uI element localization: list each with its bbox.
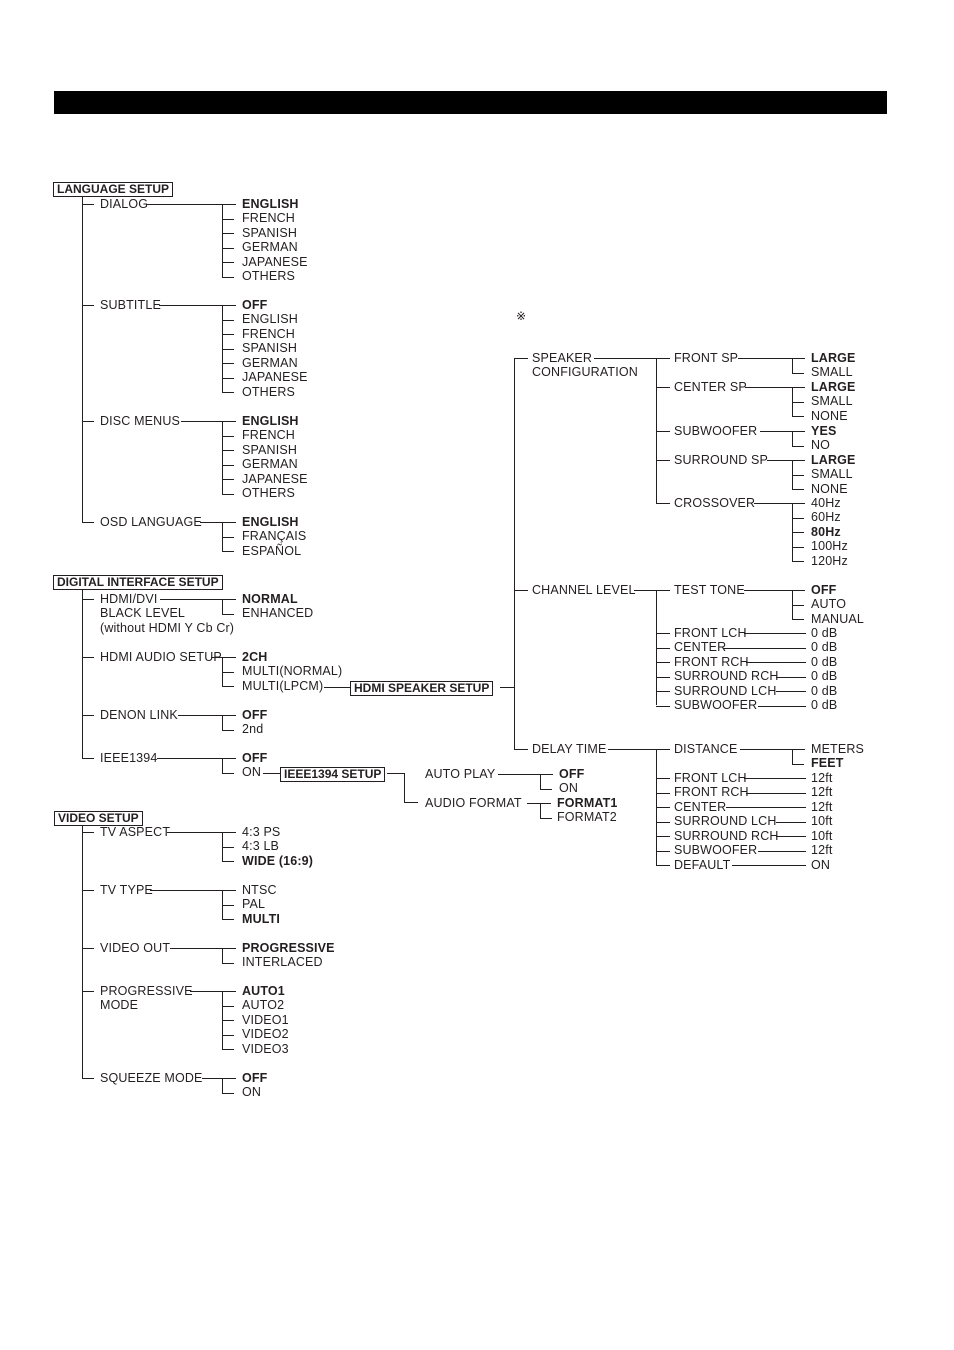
connector-line xyxy=(792,460,805,461)
connector-line xyxy=(656,865,670,866)
connector-line xyxy=(740,749,792,750)
language-dialog-option: JAPANESE xyxy=(242,254,308,269)
speaker-surround-sp-option: SMALL xyxy=(811,467,853,481)
connector-line xyxy=(222,363,234,364)
connector-line xyxy=(82,890,94,891)
connector-line xyxy=(150,890,222,891)
video-tv-type-option: MULTI xyxy=(242,911,281,926)
connector-line xyxy=(404,773,405,802)
connector-line xyxy=(222,204,223,277)
connector-line xyxy=(404,802,418,803)
speaker-configuration-label: SPEAKER xyxy=(532,350,593,365)
connector-line xyxy=(540,803,541,818)
connector-line xyxy=(792,503,805,504)
delay-time-label: DELAY TIME xyxy=(532,741,607,756)
connector-line xyxy=(656,387,670,388)
connector-line xyxy=(82,715,94,716)
connector-line xyxy=(540,789,552,790)
connector-line xyxy=(792,373,804,374)
connector-line xyxy=(222,1035,234,1036)
connector-line xyxy=(82,991,94,992)
connector-line xyxy=(82,948,94,949)
distance-option: METERS xyxy=(811,741,864,756)
video-tv-aspect-option: WIDE (16:9) xyxy=(242,853,314,868)
connector-line xyxy=(222,537,234,538)
channel-level-channel-label: SURROUND RCH xyxy=(674,669,779,683)
connector-line xyxy=(222,494,234,495)
language-disc-menus-option: GERMAN xyxy=(242,457,298,471)
connector-line xyxy=(200,522,222,523)
language-subtitle-label: SUBTITLE xyxy=(100,297,161,312)
connector-line xyxy=(160,599,222,600)
connector-line xyxy=(656,778,670,779)
ieee1394-label: IEEE1394 xyxy=(100,750,158,765)
progressive-mode-option: VIDEO2 xyxy=(242,1027,289,1041)
connector-line xyxy=(792,358,793,373)
connector-line xyxy=(792,749,805,750)
connector-line xyxy=(540,803,551,804)
language-disc-menus-option: SPANISH xyxy=(242,442,297,457)
language-dialog-option: GERMAN xyxy=(242,240,298,254)
channel-level-channel-label: SURROUND LCH xyxy=(674,683,777,698)
connector-line xyxy=(792,416,804,417)
connector-line xyxy=(222,599,236,600)
language-osd-language-option: ESPAÑOL xyxy=(242,543,302,558)
test-tone-option: AUTO xyxy=(811,597,847,611)
connector-line xyxy=(222,450,234,451)
connector-line xyxy=(222,730,234,731)
connector-line xyxy=(82,590,83,758)
connector-line xyxy=(222,522,236,523)
connector-line xyxy=(387,773,404,774)
video-tv-type-option: NTSC xyxy=(242,882,277,897)
progressive-mode-option: VIDEO1 xyxy=(242,1012,289,1027)
connector-line xyxy=(732,865,806,866)
connector-line xyxy=(222,948,223,963)
connector-line xyxy=(656,677,670,678)
connector-line xyxy=(594,358,656,359)
connector-line xyxy=(222,248,234,249)
connector-line xyxy=(82,832,94,833)
speaker-subwoofer-option: YES xyxy=(811,423,837,438)
speaker-front-sp-option: LARGE xyxy=(811,350,856,365)
connector-line xyxy=(792,749,793,764)
channel-level-channel-label: CENTER xyxy=(674,640,727,654)
black-level-label: BLACK LEVEL xyxy=(100,606,186,620)
connector-line xyxy=(222,948,236,949)
speaker-center-sp-option: LARGE xyxy=(811,379,856,394)
connector-line xyxy=(746,793,806,794)
connector-line xyxy=(656,503,670,504)
speaker-center-sp-label: CENTER SP xyxy=(674,379,747,394)
distance-label: DISTANCE xyxy=(674,741,738,756)
connector-line xyxy=(792,431,793,446)
connector-line xyxy=(776,677,806,678)
speaker-crossover-option: 40Hz xyxy=(811,495,841,510)
connector-line xyxy=(656,590,670,591)
connector-line xyxy=(222,1078,236,1079)
speaker-surround-sp-option: LARGE xyxy=(811,452,856,467)
connector-line xyxy=(222,334,234,335)
denon-link-option: 2nd xyxy=(242,722,264,736)
connector-line xyxy=(222,1049,234,1050)
connector-line xyxy=(738,358,792,359)
connector-line xyxy=(82,197,83,522)
progressive-mode-label: PROGRESSIVE xyxy=(100,983,193,998)
connector-line xyxy=(222,890,236,891)
connector-line xyxy=(159,305,222,306)
connector-line xyxy=(82,657,94,658)
language-dialog-option: SPANISH xyxy=(242,225,297,240)
connector-line xyxy=(222,219,234,220)
connector-line xyxy=(514,590,528,591)
connector-line xyxy=(723,648,806,649)
delay-time-channel-label: FRONT LCH xyxy=(674,770,747,785)
black-level-label: HDMI/DVI xyxy=(100,591,158,606)
speaker-crossover-option: 120Hz xyxy=(811,553,848,568)
video-video-out-option: INTERLACED xyxy=(242,955,323,969)
language-subtitle-option: JAPANESE xyxy=(242,370,308,384)
connector-line xyxy=(760,431,792,432)
connector-line xyxy=(222,349,234,350)
test-tone-option: MANUAL xyxy=(811,611,864,626)
connector-line xyxy=(82,599,94,600)
connector-line xyxy=(792,764,804,765)
speaker-crossover-option: 80Hz xyxy=(811,524,841,539)
connector-line xyxy=(222,392,234,393)
connector-line xyxy=(222,1093,234,1094)
connector-line xyxy=(656,851,670,852)
speaker-front-sp-label: FRONT SP xyxy=(674,350,739,365)
connector-line xyxy=(776,822,806,823)
connector-line xyxy=(500,687,514,688)
speaker-center-sp-option: NONE xyxy=(811,408,848,423)
connector-line xyxy=(792,619,804,620)
connector-line xyxy=(744,778,806,779)
connector-line xyxy=(82,522,94,523)
denon-link-option: OFF xyxy=(242,707,268,722)
connector-line xyxy=(656,662,670,663)
language-dialog-option: FRENCH xyxy=(242,211,295,225)
speaker-crossover-option: 60Hz xyxy=(811,510,841,524)
video-tv-aspect-option: 4:3 LB xyxy=(242,839,280,853)
connector-line xyxy=(792,387,805,388)
video-squeeze-mode-option: OFF xyxy=(242,1070,268,1085)
language-subtitle-option: GERMAN xyxy=(242,355,298,370)
channel-level-value: 0 dB xyxy=(811,683,838,698)
connector-line xyxy=(656,691,670,692)
connector-line xyxy=(746,662,806,663)
connector-line xyxy=(656,431,670,432)
connector-line xyxy=(726,807,806,808)
connector-line xyxy=(82,758,94,759)
auto-play-label: AUTO PLAY xyxy=(425,766,496,781)
connector-line xyxy=(222,991,236,992)
channel-level-value: 0 dB xyxy=(811,654,838,669)
connector-line xyxy=(222,758,223,773)
connector-line xyxy=(222,773,234,774)
note-mark: ※ xyxy=(516,309,527,323)
connector-line xyxy=(514,749,528,750)
speaker-subwoofer-option: NO xyxy=(811,438,831,452)
connector-line xyxy=(656,807,670,808)
connector-line xyxy=(222,479,234,480)
video-tv-type-label: TV TYPE xyxy=(100,882,153,897)
connector-line xyxy=(222,715,236,716)
connector-line xyxy=(324,687,350,688)
connector-line xyxy=(222,436,234,437)
connector-line xyxy=(792,431,805,432)
connector-line xyxy=(222,262,234,263)
delay-time-value: 12ft xyxy=(811,785,833,799)
audio-format-option: FORMAT1 xyxy=(557,795,618,810)
connector-line xyxy=(792,561,804,562)
connector-line xyxy=(540,818,552,819)
language-disc-menus-option: FRENCH xyxy=(242,428,295,442)
connector-line xyxy=(222,832,236,833)
delay-time-value: 12ft xyxy=(811,799,833,814)
speaker-surround-sp-label: SURROUND SP xyxy=(674,452,769,467)
channel-level-channel-label: FRONT LCH xyxy=(674,625,747,640)
language-subtitle-option: SPANISH xyxy=(242,341,297,355)
channel-level-value: 0 dB xyxy=(811,625,838,640)
connector-line xyxy=(744,633,806,634)
delay-time-value: 10ft xyxy=(811,828,833,843)
connector-line xyxy=(608,749,656,750)
speaker-center-sp-option: SMALL xyxy=(811,394,853,408)
connector-line xyxy=(146,204,222,205)
language-disc-menus-option: ENGLISH xyxy=(242,413,299,428)
connector-line xyxy=(222,861,234,862)
language-subtitle-option: ENGLISH xyxy=(242,312,298,326)
connector-line xyxy=(202,1078,222,1079)
speaker-front-sp-option: SMALL xyxy=(811,365,853,379)
connector-line xyxy=(656,793,670,794)
connector-line xyxy=(656,633,670,634)
connector-line xyxy=(758,706,806,707)
connector-line xyxy=(170,948,222,949)
delay-time-channel-label: DEFAULT xyxy=(674,857,731,872)
connector-line xyxy=(222,672,234,673)
connector-line xyxy=(744,590,792,591)
connector-line xyxy=(540,774,553,775)
connector-line xyxy=(792,489,804,490)
video-tv-type-option: PAL xyxy=(242,897,266,911)
connector-line xyxy=(222,963,234,964)
connector-line xyxy=(82,1078,94,1079)
delay-time-value: 12ft xyxy=(811,843,833,857)
test-tone-label: TEST TONE xyxy=(674,582,745,597)
progressive-mode-label: MODE xyxy=(100,998,139,1012)
connector-line xyxy=(222,1020,234,1021)
language-osd-language-option: FRANÇAIS xyxy=(242,529,307,543)
connector-line xyxy=(656,706,670,707)
connector-line xyxy=(222,1078,223,1093)
connector-line xyxy=(222,847,234,848)
connector-line xyxy=(222,657,236,658)
hdmi-audio-option: MULTI(LPCM) xyxy=(242,678,324,693)
connector-line xyxy=(222,715,223,730)
connector-line xyxy=(167,832,222,833)
progressive-mode-option: AUTO1 xyxy=(242,983,285,998)
video-squeeze-mode-label: SQUEEZE MODE xyxy=(100,1070,203,1085)
channel-level-value: 0 dB xyxy=(811,698,838,712)
connector-line xyxy=(656,822,670,823)
connector-line xyxy=(82,305,94,306)
connector-line xyxy=(181,421,222,422)
language-setup-title: LANGUAGE SETUP xyxy=(53,182,173,197)
auto-play-option: ON xyxy=(559,781,579,795)
channel-level-channel-label: FRONT RCH xyxy=(674,654,749,669)
video-video-out-option: PROGRESSIVE xyxy=(242,940,335,955)
connector-line xyxy=(222,378,234,379)
connector-line xyxy=(754,503,792,504)
speaker-crossover-option: 100Hz xyxy=(811,539,848,553)
delay-time-channel-label: SURROUND RCH xyxy=(674,828,779,843)
video-setup-title: VIDEO SETUP xyxy=(54,811,143,826)
audio-format-option: FORMAT2 xyxy=(557,810,617,824)
connector-line xyxy=(745,387,792,388)
connector-line xyxy=(540,774,541,789)
delay-time-channel-label: SURROUND LCH xyxy=(674,814,777,828)
ieee1394-setup-title: IEEE1394 SETUP xyxy=(280,767,385,782)
connector-line xyxy=(222,465,234,466)
connector-line xyxy=(190,991,222,992)
auto-play-option: OFF xyxy=(559,766,585,781)
language-disc-menus-label: DISC MENUS xyxy=(100,413,180,428)
ieee1394-option: ON xyxy=(242,765,262,779)
language-dialog-option: ENGLISH xyxy=(242,196,299,211)
channel-level-channel-label: SUBWOOFER xyxy=(674,698,758,712)
connector-line xyxy=(222,905,234,906)
digital-interface-setup-title: DIGITAL INTERFACE SETUP xyxy=(53,575,223,590)
hdmi-speaker-setup-title: HDMI SPEAKER SETUP xyxy=(350,681,493,696)
progressive-mode-option: AUTO2 xyxy=(242,998,285,1012)
connector-line xyxy=(222,320,234,321)
connector-line xyxy=(222,277,234,278)
connector-line xyxy=(82,421,94,422)
language-disc-menus-option: OTHERS xyxy=(242,486,295,500)
language-dialog-option: OTHERS xyxy=(242,269,295,283)
connector-line xyxy=(792,547,804,548)
black-level-option: NORMAL xyxy=(242,591,298,606)
connector-line xyxy=(263,773,280,774)
connector-line xyxy=(222,614,234,615)
language-osd-language-label: OSD LANGUAGE xyxy=(100,514,202,529)
connector-line xyxy=(222,551,234,552)
connector-line xyxy=(211,657,222,658)
connector-line xyxy=(656,836,670,837)
connector-line xyxy=(82,204,94,205)
connector-line xyxy=(792,358,805,359)
connector-line xyxy=(222,204,236,205)
connector-line xyxy=(792,590,805,591)
connector-line xyxy=(776,691,806,692)
distance-option: FEET xyxy=(811,756,844,770)
connector-line xyxy=(792,402,804,403)
connector-line xyxy=(157,758,222,759)
connector-line xyxy=(222,599,223,614)
connector-line xyxy=(514,358,528,359)
connector-line xyxy=(767,460,792,461)
connector-line xyxy=(222,421,236,422)
language-osd-language-option: ENGLISH xyxy=(242,514,299,529)
delay-time-value: 12ft xyxy=(811,770,833,785)
language-subtitle-option: OFF xyxy=(242,297,268,312)
channel-level-label: CHANNEL LEVEL xyxy=(532,582,636,597)
connector-line xyxy=(82,826,83,1078)
video-tv-aspect-option: 4:3 PS xyxy=(242,824,281,839)
delay-time-channel-label: FRONT RCH xyxy=(674,785,749,799)
connector-line xyxy=(776,836,806,837)
hdmi-audio-option: MULTI(NORMAL) xyxy=(242,664,343,678)
black-level-option: ENHANCED xyxy=(242,606,314,620)
connector-line xyxy=(792,532,804,533)
connector-line xyxy=(792,446,804,447)
hdmi-audio-option: 2CH xyxy=(242,649,268,664)
language-subtitle-option: OTHERS xyxy=(242,384,295,399)
connector-line xyxy=(222,686,234,687)
connector-line xyxy=(758,851,806,852)
language-disc-menus-option: JAPANESE xyxy=(242,471,308,486)
black-level-label: (without HDMI Y Cb Cr) xyxy=(100,620,235,635)
ieee1394-option: OFF xyxy=(242,750,268,765)
connector-line xyxy=(222,421,223,494)
hdmi-audio-setup-label: HDMI AUDIO SETUP xyxy=(100,649,222,664)
video-squeeze-mode-option: ON xyxy=(242,1085,262,1099)
progressive-mode-option: VIDEO3 xyxy=(242,1041,289,1056)
connector-line xyxy=(222,919,234,920)
connector-line xyxy=(792,475,804,476)
test-tone-option: OFF xyxy=(811,582,837,597)
connector-line xyxy=(222,1006,234,1007)
connector-line xyxy=(222,758,236,759)
channel-level-value: 0 dB xyxy=(811,669,838,683)
header-bar xyxy=(54,91,887,114)
delay-time-channel-label: SUBWOOFER xyxy=(674,843,758,857)
connector-line xyxy=(527,803,540,804)
connector-line xyxy=(498,774,540,775)
connector-line xyxy=(656,460,670,461)
channel-level-value: 0 dB xyxy=(811,640,838,654)
language-subtitle-option: FRENCH xyxy=(242,326,295,341)
connector-line xyxy=(222,233,234,234)
connector-line xyxy=(178,715,222,716)
audio-format-label: AUDIO FORMAT xyxy=(425,795,522,810)
connector-line xyxy=(634,590,656,591)
speaker-subwoofer-label: SUBWOOFER xyxy=(674,423,758,438)
video-tv-aspect-label: TV ASPECT xyxy=(100,824,171,839)
connector-line xyxy=(792,605,804,606)
delay-time-value: ON xyxy=(811,857,831,872)
language-dialog-label: DIALOG xyxy=(100,196,149,211)
delay-time-value: 10ft xyxy=(811,814,833,828)
video-video-out-label: VIDEO OUT xyxy=(100,940,171,955)
speaker-configuration-label: CONFIGURATION xyxy=(532,365,638,379)
speaker-crossover-label: CROSSOVER xyxy=(674,495,756,510)
connector-line xyxy=(656,648,670,649)
connector-line xyxy=(514,358,515,749)
connector-line xyxy=(792,518,804,519)
connector-line xyxy=(222,305,236,306)
connector-line xyxy=(656,358,670,359)
speaker-surround-sp-option: NONE xyxy=(811,481,848,496)
connector-line xyxy=(656,749,670,750)
delay-time-channel-label: CENTER xyxy=(674,799,727,814)
denon-link-label: DENON LINK xyxy=(100,707,178,722)
